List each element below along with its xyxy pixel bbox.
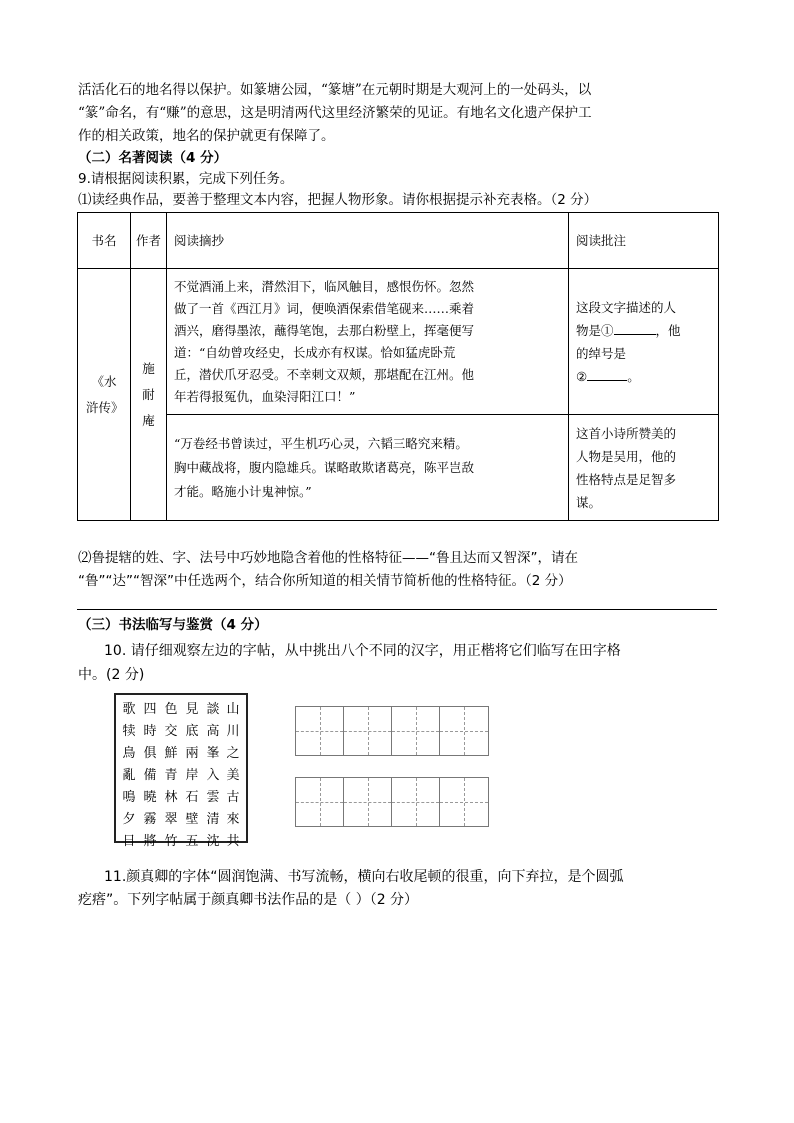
header-author: 作者 [131, 213, 167, 269]
book-title-cell: 《水浒传》 [78, 269, 131, 521]
excerpt-cell-1 [167, 269, 569, 415]
excerpt-1-line: 不觉酒涌上来，潸然泪下，临风触目，感恨伤怀。忽然 [174, 278, 475, 294]
section-heading-calligraphy: （三）书法临写与鉴赏（4 分） [78, 617, 268, 633]
excerpt-1-line: 年若得报冤仇，血染浔阳江口！” [174, 388, 356, 404]
practice-grid-row-2 [295, 777, 489, 827]
copybook-column: 山 川 之 美 古 來 共 [226, 702, 240, 849]
practice-cell[interactable] [440, 778, 488, 826]
header-note: 阅读批注 [569, 213, 719, 269]
note-1-line: 物是① ，他 [576, 319, 711, 342]
reading-table [77, 212, 719, 521]
practice-cell[interactable] [344, 707, 392, 755]
copybook-column: 色 交 鮮 青 林 翠 竹 [164, 702, 178, 849]
practice-cell[interactable] [296, 707, 344, 755]
note-cell-2 [569, 415, 719, 521]
note-2-line: 这首小诗所赞美的 [576, 425, 677, 441]
header-excerpt: 阅读摘抄 [167, 213, 569, 269]
note-1-line: ② 。 [576, 365, 711, 388]
answer-blank-1[interactable]: ① [601, 323, 656, 338]
excerpt-1-line: 道：“自幼曾攻经史，长成亦有权谋。恰如猛虎卧荒 [174, 344, 456, 360]
practice-cell[interactable] [440, 707, 488, 755]
intro-line-1: 活活化石的地名得以保护。如篆塘公园，“篆塘”在元朝时期是大观河上的一处码头，以 [78, 82, 592, 98]
question-9-2-line-2: “鲁”“达”“智深”中任选两个，结合你所知道的相关情节简析他的性格特征。（2 分） [78, 573, 572, 589]
practice-cell[interactable] [392, 778, 440, 826]
question-9: 9.请根据阅读积累，完成下列任务。 [78, 171, 294, 187]
excerpt-cell-2 [167, 415, 569, 521]
excerpt-2-line: “万卷经书曾读过，平生机巧心灵，六韬三略究来精。 [174, 435, 468, 451]
practice-cell[interactable] [296, 778, 344, 826]
note-cell-1 [569, 269, 719, 415]
copybook-column: 談 高 峯 入 雲 清 沈 [206, 702, 220, 849]
note-2-line: 性格特点是足智多 [576, 471, 677, 487]
question-11-line-2: 疙瘩”。下列字帖属于颜真卿书法作品的是（ ）（2 分） [78, 892, 419, 908]
section-divider [77, 609, 717, 610]
excerpt-1-line: 做了一首《西江月》词，便唤酒保索借笔砚来……乘着 [174, 300, 475, 316]
intro-line-3: 作的相关政策，地名的保护就更有保障了。 [78, 128, 335, 144]
question-11-line-1: 11.颜真卿的字体“圆润饱满、书写流畅，横向右收尾顿的很重，向下弃拉，是个圆弧 [104, 869, 624, 885]
question-9-2-line-1: ⑵鲁提辖的姓、字、法号中巧妙地隐含着他的性格特征——“鲁且达而又智深”，请在 [78, 550, 578, 566]
copybook-column: 見 底 兩 岸 石 壁 五 [185, 702, 199, 849]
practice-grid-row-1 [295, 706, 489, 756]
header-book: 书名 [78, 213, 131, 269]
calligraphy-copybook [114, 693, 248, 849]
answer-blank-2[interactable]: ② [576, 369, 627, 384]
copybook-column: 四 時 俱 備 曉 霧 將 [143, 702, 157, 849]
author-cell: 施耐庵 [131, 269, 167, 521]
section-heading-reading: （二）名著阅读（4 分） [78, 150, 228, 166]
question-10-line-1: 10. 请仔细观察左边的字帖，从中挑出八个不同的汉字，用正楷将它们临写在田字格 [104, 643, 621, 659]
note-2-line: 谋。 [576, 494, 602, 510]
practice-cell[interactable] [344, 778, 392, 826]
intro-line-2: “篆”命名，有“赚”的意思，这是明清两代这里经济繁荣的见证。有地名文化遗产保护工 [78, 105, 592, 121]
question-10-line-2: 中。(2 分) [78, 667, 145, 683]
practice-cell[interactable] [392, 707, 440, 755]
excerpt-1-line: 酒兴，磨得墨浓，蘸得笔饱，去那白粉壁上，挥毫便写 [174, 322, 475, 338]
excerpt-2-line: 胸中藏战将，腹内隐雄兵。谋略敢欺诸葛亮，陈平岂敌 [174, 459, 475, 475]
copybook-column: 歌 犊 鳥 亂 鳴 夕 日 [122, 702, 136, 849]
excerpt-1-line: 丘，潜伏爪牙忍受。不幸刺文双颊，那堪配在江州。他 [174, 366, 475, 382]
note-1-line: 这段文字描述的人 [576, 299, 677, 315]
excerpt-2-line: 才能。略施小计鬼神惊。” [174, 483, 312, 499]
question-9-1: ⑴读经典作品，要善于整理文本内容，把握人物形象。请你根据提示补充表格。（2 分） [78, 192, 598, 208]
note-2-line: 人物是吴用，他的 [576, 448, 677, 464]
note-1-line: 的绰号是 [576, 345, 627, 361]
